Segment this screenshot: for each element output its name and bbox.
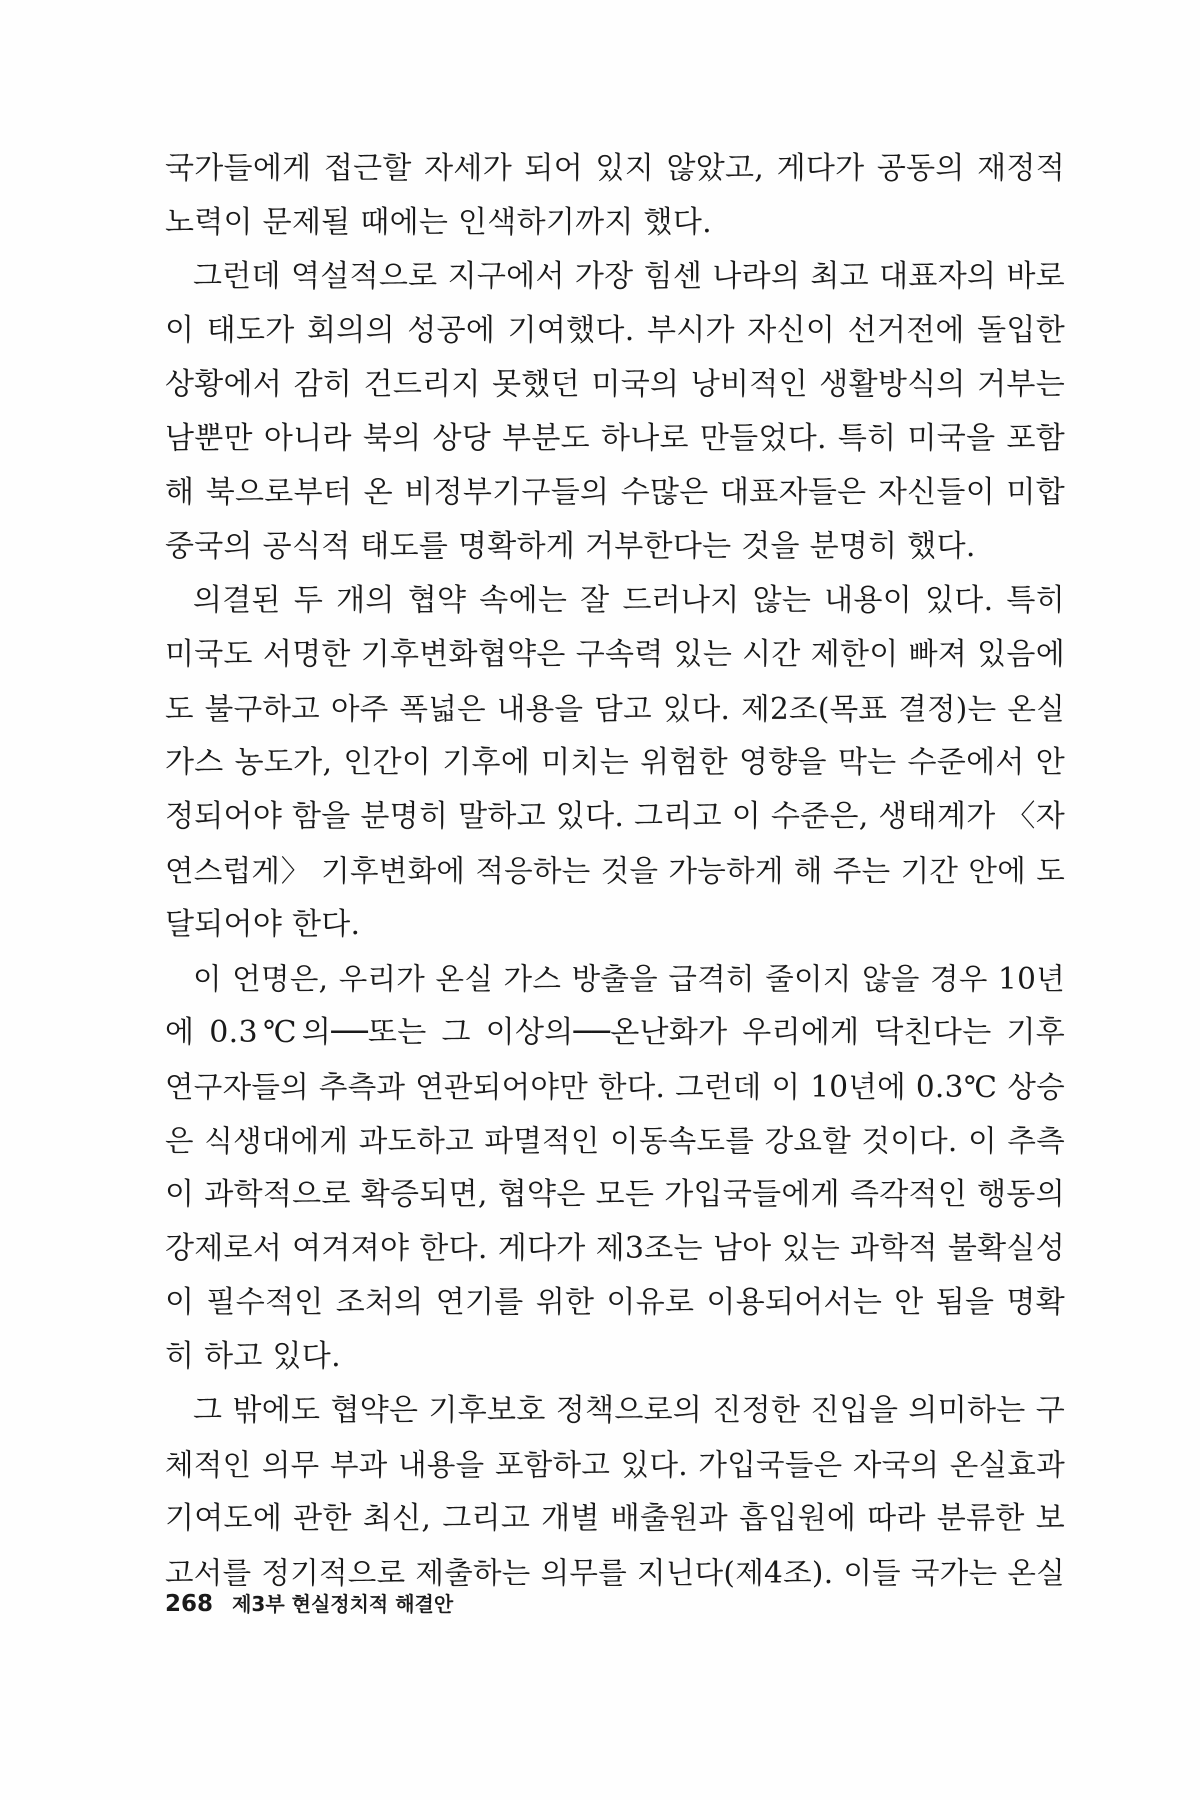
text-line: 도 불구하고 아주 폭넓은 내용을 담고 있다. 제2조(목표 결정)는 온실 (165, 692, 1065, 726)
text-line: 이 태도가 회의의 성공에 기여했다. 부시가 자신이 선거전에 돌입한 (165, 313, 1065, 348)
text-line: 달되어야 한다. (165, 907, 361, 942)
text-line: 노력이 문제될 때에는 인색하기까지 했다. (165, 205, 712, 240)
text-line: 고서를 정기적으로 제출하는 의무를 지닌다(제4조). 이들 국가는 온실 (165, 1556, 1065, 1590)
text-line: 남뿐만 아니라 북의 상당 부분도 하나로 만들었다. 특히 미국을 포함 (165, 421, 1065, 456)
text-line: 해 북으로부터 온 비정부기구들의 수많은 대표자들은 자신들이 미합 (165, 475, 1065, 510)
text-line: 이 필수적인 조처의 연기를 위한 이유로 이용되어서는 안 됨을 명확 (165, 1285, 1065, 1320)
text-line: 이 언명은, 우리가 온실 가스 방출을 급격히 줄이지 않을 경우 10년 (193, 962, 1065, 996)
text-line: 이 과학적으로 확증되면, 협약은 모든 가입국들에게 즉각적인 행동의 (165, 1177, 1065, 1212)
text-line: 연스럽게〉 기후변화에 적응하는 것을 가능하게 해 주는 기간 안에 도 (165, 854, 1065, 888)
page-footer (165, 1586, 453, 1622)
text-line: 에 0.3℃의──또는 그 이상의──온난화가 우리에게 닥친다는 기후 (165, 1015, 1065, 1050)
text-line: 그 밖에도 협약은 기후보호 정책으로의 진정한 진입을 의미하는 구 (193, 1393, 1065, 1428)
text-line: 미국도 서명한 기후변화협약은 구속력 있는 시간 제한이 빠져 있음에 (165, 637, 1065, 672)
text-line: 체적인 의무 부과 내용을 포함하고 있다. 가입국들은 자국의 온실효과 (165, 1448, 1065, 1482)
text-line: 그런데 역설적으로 지구에서 가장 힘센 나라의 최고 대표자의 바로 (193, 259, 1065, 294)
text-line: 가스 농도가, 인간이 기후에 미치는 위험한 영향을 막는 수준에서 안 (165, 745, 1065, 780)
text-line: 중국의 공식적 태도를 명확하게 거부한다는 것을 분명히 했다. (165, 529, 976, 564)
text-line: 기여도에 관한 최신, 그리고 개별 배출원과 흡입원에 따라 분류한 보 (165, 1501, 1065, 1536)
text-line: 강제로서 여겨져야 한다. 게다가 제3조는 남아 있는 과학적 불확실성 (165, 1231, 1065, 1266)
text-line: 은 식생대에게 과도하고 파멸적인 이동속도를 강요할 것이다. 이 추측 (165, 1124, 1065, 1158)
text-line: 히 하고 있다. (165, 1339, 341, 1374)
text-line: 상황에서 감히 건드리지 못했던 미국의 낭비적인 생활방식의 거부는 (165, 367, 1065, 402)
text-line: 정되어야 함을 분명히 말하고 있다. 그리고 이 수준은, 생태계가 〈자 (165, 799, 1065, 834)
running-head: 제3부 현실정치적 해결안 (232, 1592, 454, 1616)
text-line: 국가들에게 접근할 자세가 되어 있지 않았고, 게다가 공동의 재정적 (165, 151, 1065, 186)
body-text (165, 142, 1065, 1600)
text-line: 의결된 두 개의 협약 속에는 잘 드러나지 않는 내용이 있다. 특히 (193, 583, 1065, 618)
page-number: 268 (165, 1591, 214, 1617)
text-line: 연구자들의 추측과 연관되어야만 한다. 그런데 이 10년에 0.3℃ 상승 (165, 1070, 1065, 1104)
